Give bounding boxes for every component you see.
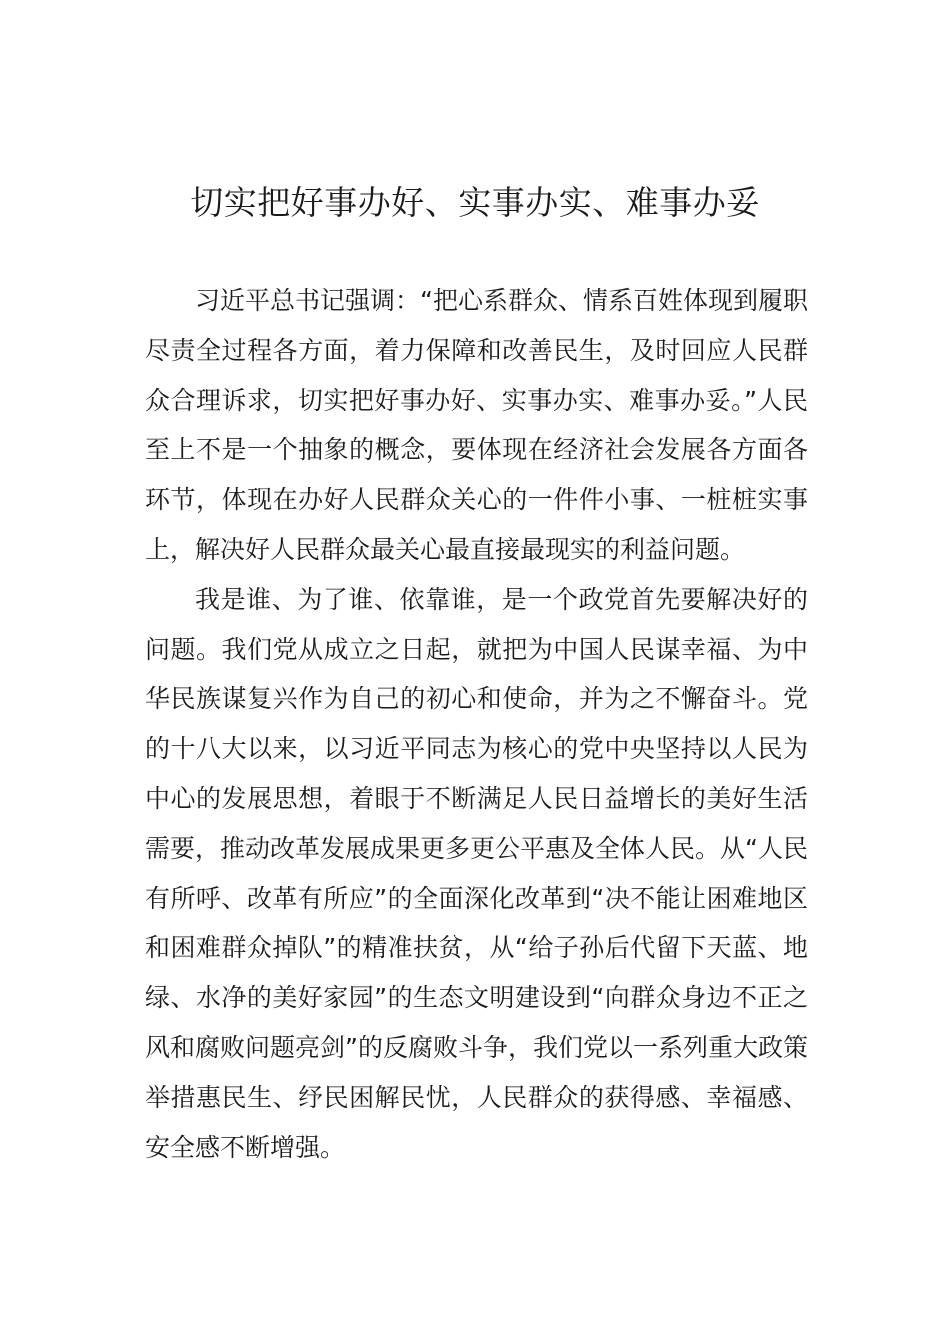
document-body xyxy=(145,276,808,1172)
paragraph-2: 我是谁、为了谁、依靠谁，是一个政党首先要解决好的问题。我们党从成立之日起，就把为中国人民谋幸福、为中华民族谋复兴作为自己的初心和使命，并为之不懈奋斗。党的十八大以来，以习近平同志为核心的党中央坚持以人民为中心的发展思想，着眼于不断满足人民日益增长的美好生活需要，推动改革发展成果更多更公平惠及全体人民。从“人民有所呼、改革有所应”的全面深化改革到“决不能让困难地区和困难群众掉队”的精准扶贫，从“给子孙后代留下天蓝、地绿、水净的美好家园”的生态文明建设到“向群众身边不正之风和腐败问题亮剑”的反腐败斗争，我们党以一系列重大政策举措惠民生、纾民困解民忧，人民群众的获得感、幸福感、安全感不断增强。 xyxy=(145,584,808,1162)
document-title: 切实把好事办好、实事办实、难事办妥 xyxy=(190,183,760,222)
paragraph-1: 习近平总书记强调：“把心系群众、情系百姓体现到履职尽责全过程各方面，着力保障和改善民生，及时回应人民群众合理诉求，切实把好事办好、实事办实、难事办妥。”人民至上不是一个抽象的概念，要体现在经济社会发展各方面各环节，体现在办好人民群众关心的一件件小事、一桩桩实事上，解决好人民群众最关心最直接最现实的利益问题。 xyxy=(145,286,808,564)
